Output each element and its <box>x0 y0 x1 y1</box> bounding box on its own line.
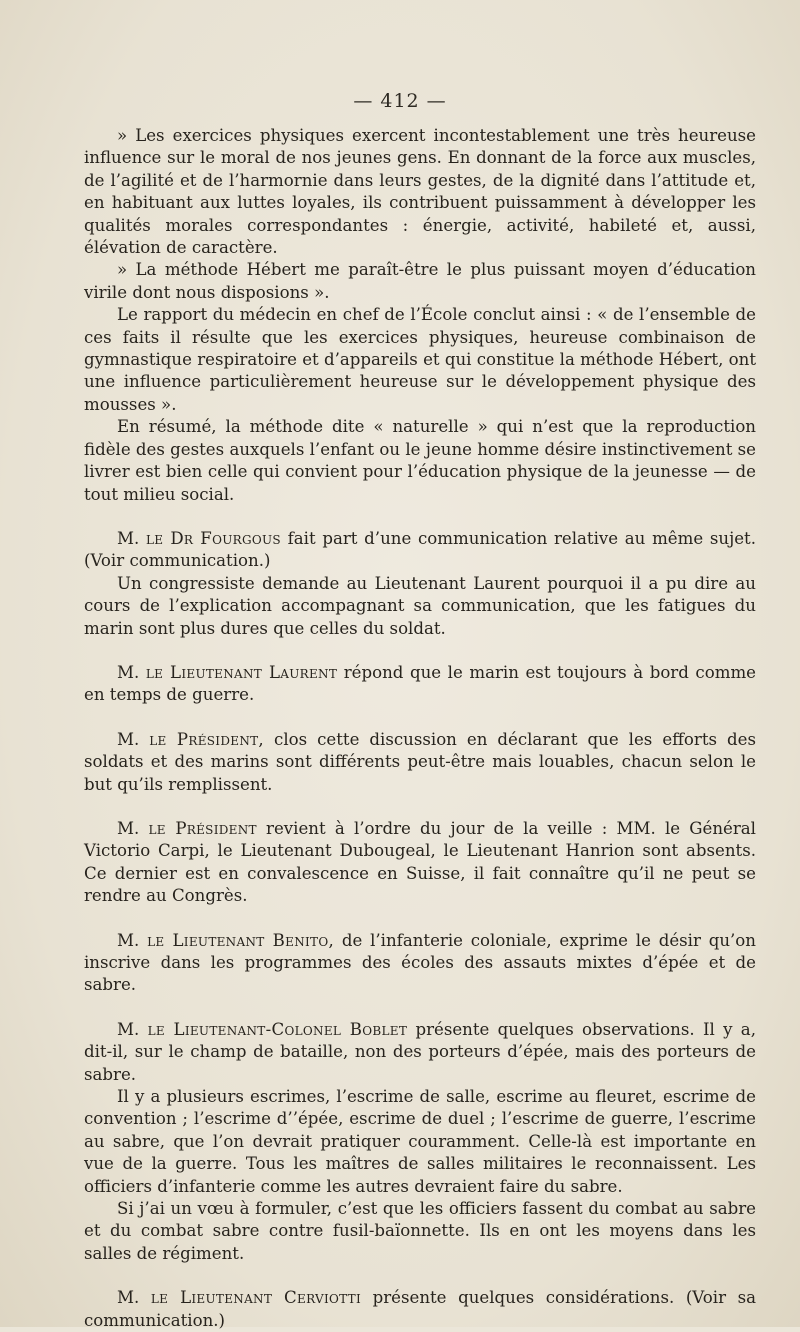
paragraph: » Les exercices physiques exercent incontestablement une très heureuse influence sur le moral de nos jeunes gens. En donnant de la force aux muscles, de l’agilité et de l’harmornie dans leurs gestes, de la dignité dans l’attitude et, en habituant aux luttes loyales, ils contribuent puissamment à développer les qualités morales correspondantes : énergie, activité, habileté et, aussi, élévation de caractère. <box>84 126 756 258</box>
paragraph: M. le Lieutenant Benito, de l’infanterie coloniale, exprime le désir qu’on inscrive dans les programmes des écoles des assauts mixtes d’épée et de sabre. <box>84 930 756 995</box>
page-number: — 412 — <box>353 90 447 112</box>
paragraph: M. le Dr Fourgous fait part d’une communication relative au même sujet. (Voir communication.) <box>84 528 757 571</box>
paragraph-gap <box>84 1265 756 1287</box>
speaker-name: le Lieutenant Cerviotti <box>150 1288 362 1308</box>
paragraph: M. le Président, clos cette discussion en déclarant que les efforts des soldats et des marins sont différents peut-être mais louables, chacun selon le but qu’ils remplissent. <box>84 729 756 794</box>
speaker-name: le Président, <box>149 729 265 749</box>
speaker-name: le Président <box>148 818 257 838</box>
paragraph-gap <box>84 506 756 528</box>
paragraph: » La méthode Hébert me paraît-être le plus puissant moyen d’éducation virile dont nous disposions ». <box>84 260 756 302</box>
speaker-name: le Lieutenant-Colonel Boblet <box>147 1019 408 1039</box>
paragraph-gap <box>84 707 756 729</box>
paragraph-gap <box>84 997 756 1019</box>
paragraph: Il y a plusieurs escrimes, l’escrime de salle, escrime au fleuret, escrime de convention ; l’escrime d’’épée, escrime de duel ; l’escrime de guerre, l’escrime au sabre, que l’on devrait pratiquer couramment. Celle-là est importante en vue de la guerre. Tous les maîtres de salles militaires le reconnaissent. Les officiers d’infanterie comme les autres devraient faire du sabre. <box>84 1087 756 1196</box>
paragraph: M. le Lieutenant-Colonel Boblet présente quelques observations. Il y a, dit-il, sur le champ de bataille, non des porteurs d’épée, mais des porteurs de sabre. <box>84 1019 756 1084</box>
paragraph: M. le Lieutenant Laurent répond que le marin est toujours à bord comme en temps de guerre. <box>84 662 756 705</box>
paragraph: En résumé, la méthode dite « naturelle » qui n’est que la reproduction fidèle des gestes auxquels l’enfant ou le jeune homme désire instinctivement se livrer est bien celle qui convient pour l’éducation physique de la jeunesse — de tout milieu social. <box>84 417 756 504</box>
paragraph-gap <box>84 640 756 662</box>
speaker-name: le Lieutenant Laurent <box>145 662 338 682</box>
paragraph: Le rapport du médecin en chef de l’École conclut ainsi : « de l’ensemble de ces faits il résulte que les exercices physiques, heureuse combinaison de gymnastique respiratoire et d’appareils et qui constitue la méthode Hébert, ont une influence particulièrement heureuse sur le développement physique des mousses ». <box>84 305 756 414</box>
speaker-name: le Lieutenant Benito, <box>147 930 335 950</box>
body-text <box>84 125 756 1332</box>
paragraph: M. le Lieutenant Cerviotti présente quelques considérations. (Voir sa communication.) <box>84 1288 756 1330</box>
paragraph-gap <box>84 796 756 818</box>
paragraph: Si j’ai un vœu à formuler, c’est que les officiers fassent du combat au sabre et du combat sabre contre fusil-baïonnette. Ils en ont les moyens dans les salles de régiment. <box>84 1199 756 1263</box>
paragraph: Un congressiste demande au Lieutenant Laurent pourquoi il a pu dire au cours de l’explication accompagnant sa communication, que les fatigues du marin sont plus dures que celles du soldat. <box>84 573 756 638</box>
speaker-name: le Dr Fourgous <box>145 528 281 548</box>
paragraph-gap <box>84 908 756 930</box>
paragraph: M. le Président revient à l’ordre du jour de la veille : MM. le Général Victorio Carpi, le Lieutenant Dubougeal, le Lieutenant Hanrion sont absents. Ce dernier est en convalescence en Suisse, il fait connaître qu’il ne peut se rendre au Congrès. <box>84 818 756 906</box>
